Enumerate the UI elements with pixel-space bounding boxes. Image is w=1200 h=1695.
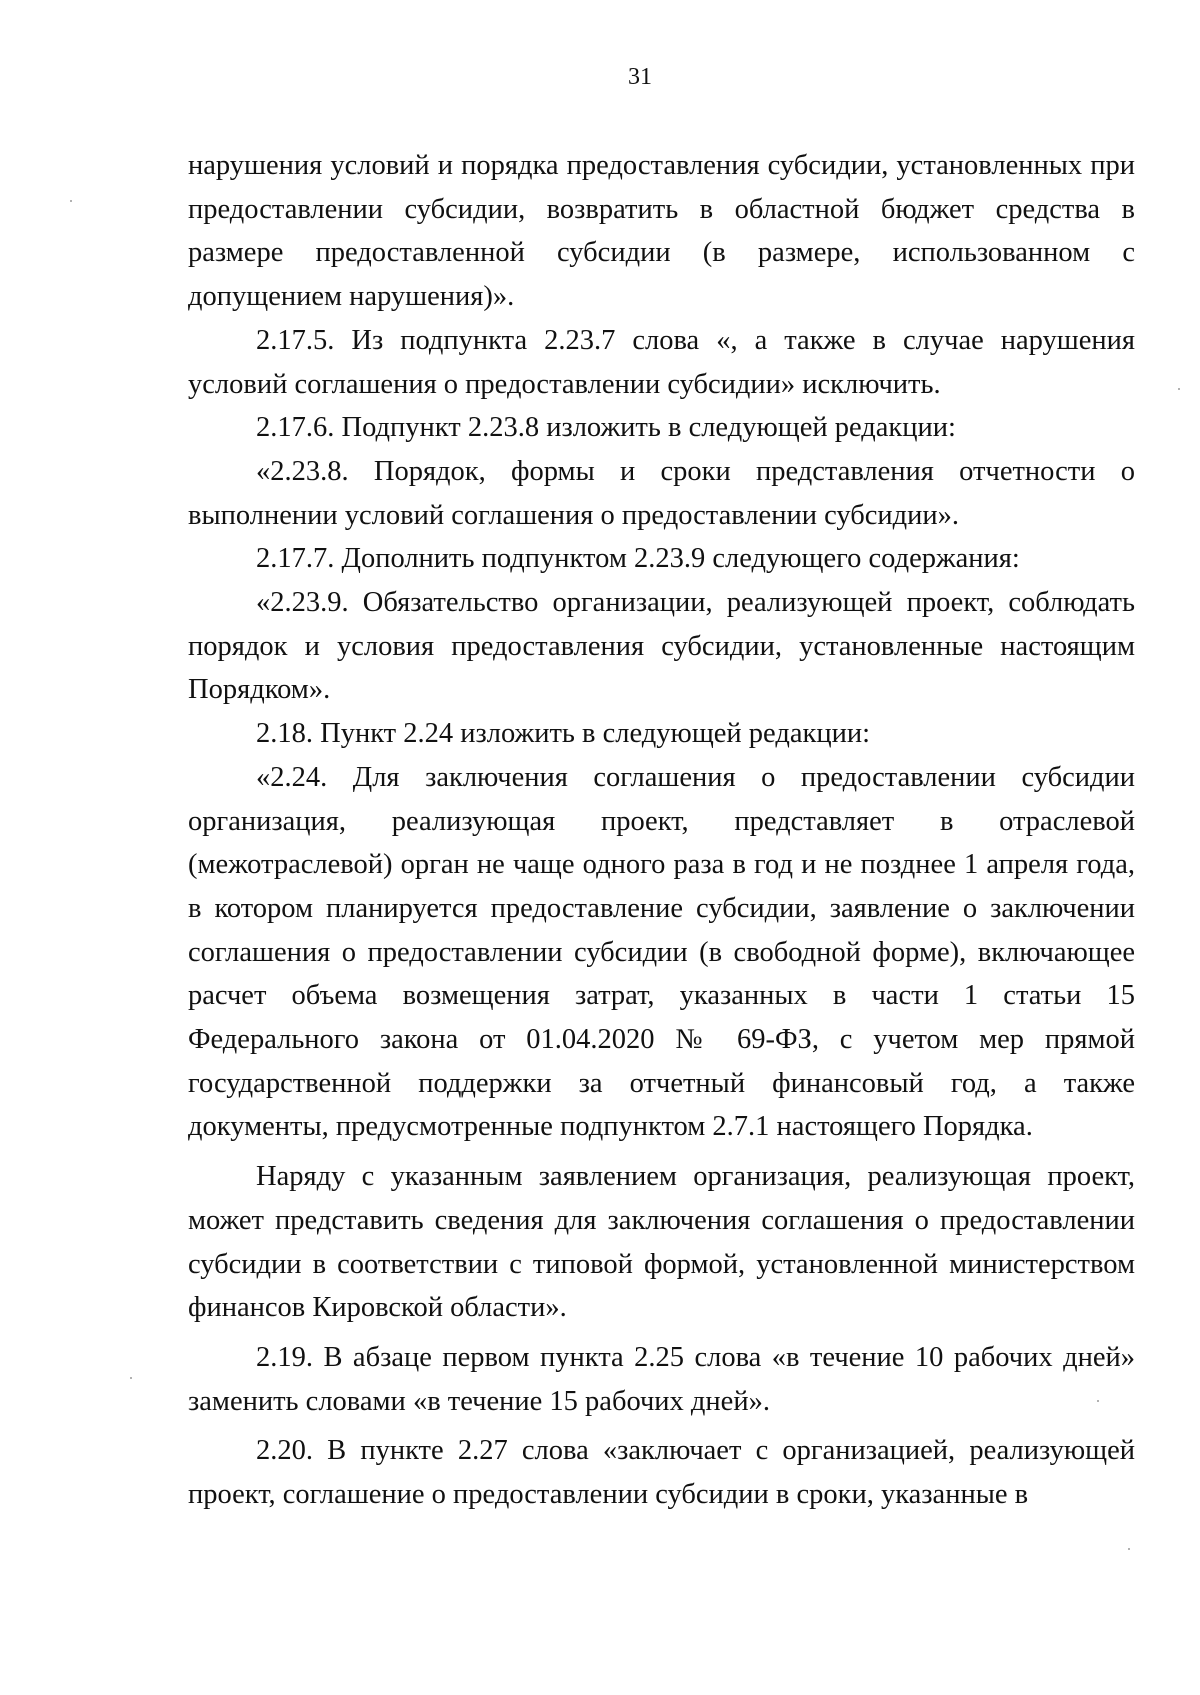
scan-speck [130,1377,132,1379]
paragraph: нарушения условий и порядка предоставления субсидии, установленных при предоставлении субсидии, возвратить в областной бюджет средства в размере предоставленной субсидии (в размере, использованном с допущением нарушения)». [188,150,1135,313]
document-body [188,144,1135,1517]
paragraph: 2.17.6. Подпункт 2.23.8 изложить в следующей редакции: [256,412,956,444]
scan-speck [70,200,72,202]
scan-speck [1097,1400,1099,1402]
scan-speck [1128,1548,1130,1550]
paragraph: 2.19. В абзаце первом пункта 2.25 слова «в течение 10 рабочих дней» заменить словами «в течение 15 рабочих дней». [188,1341,1135,1417]
paragraph: «2.23.9. Обязательство организации, реализующей проект, соблюдать порядок и условия предоставления субсидии, установленные настоящим Порядком». [188,587,1135,706]
paragraph: 2.20. В пункте 2.27 слова «заключает с организацией, реализующей проект, соглашение о предоставлении субсидии в сроки, указанные в [188,1435,1135,1511]
paragraph: Наряду с указанным заявлением организация, реализующая проект, может представить сведения для заключения соглашения о предоставлении субсидии в соответствии с типовой формой, установленной министерством финансов Кировской области». [188,1161,1135,1324]
paragraph: «2.24. Для заключения соглашения о предоставлении субсидии организация, реализующая проект, представляет в отраслевой (межотраслевой) орган не чаще одного раза в год и не позднее 1 апреля года, в котором планируется предоставление субсидии, заявление о заключении соглашения о предоставлении субсидии (в свободной форме), включающее расчет объема возмещения затрат, указанных в части 1 статьи 15 Федерального закона от 01.04.2020 № 69-ФЗ, с учетом мер прямой государственной поддержки за отчетный финансовый год, а также документы, предусмотренные подпунктом 2.7.1 настоящего Порядка. [188,761,1135,1143]
paragraph: 2.18. Пункт 2.24 изложить в следующей редакции: [256,718,870,750]
page-number: 31 [628,64,652,90]
paragraph: 2.17.7. Дополнить подпунктом 2.23.9 следующего содержания: [256,543,1020,575]
paragraph: «2.23.8. Порядок, формы и сроки представления отчетности о выполнении условий соглашения о предоставлении субсидии». [188,455,1135,531]
scan-speck [1178,388,1180,390]
paragraph: 2.17.5. Из подпункта 2.23.7 слова «, а также в случае нарушения условий соглашения о предоставлении субсидии» исключить. [188,324,1135,400]
